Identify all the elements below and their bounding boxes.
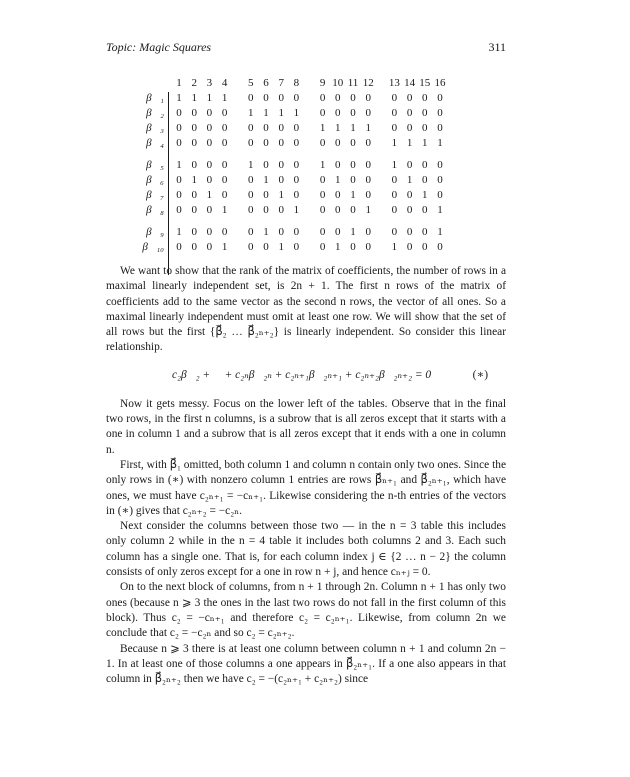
matrix-cell: 0: [422, 107, 428, 119]
paragraph: Because n ⩾ 3 there is at least one column between column n + 1 and column 2n − 1. In at least one of those columns a one appears in β⃗₂ₙ₊₁. If a one also appears in that column in β⃗₂ₙ₊₂ then we have c₂ = −(c₂ₙ₊₁ + c₂ₙ₊₂) since: [106, 642, 506, 686]
column-header: 6: [263, 77, 269, 89]
matrix-cell: 1: [248, 107, 254, 119]
page-number: 311: [488, 40, 506, 54]
matrix-cell: 0: [391, 174, 398, 186]
matrix-cell: 0: [319, 226, 326, 238]
column-header: 4: [221, 77, 228, 89]
matrix-cell: 1: [278, 107, 284, 119]
matrix-cell: 0: [319, 107, 326, 119]
matrix-cell: 0: [365, 159, 371, 171]
matrix-cell: 1: [335, 122, 341, 134]
matrix-cell: 0: [437, 189, 443, 201]
matrix-cell: 1: [206, 92, 213, 104]
matrix-cell: 0: [263, 92, 269, 104]
matrix-cell: 1: [206, 189, 213, 201]
matrix-cell: 0: [422, 241, 428, 253]
matrix-cell: 0: [350, 107, 356, 119]
matrix-cell: 0: [278, 122, 284, 134]
column-header: 1: [176, 77, 182, 89]
matrix-cell: 0: [176, 122, 182, 134]
matrix-cell: 1: [350, 226, 356, 238]
matrix-cell: 0: [406, 226, 413, 238]
matrix-divider: [168, 92, 169, 275]
matrix-cell: 1: [406, 137, 413, 149]
matrix-cell: 1: [406, 174, 413, 186]
matrix-cell: 0: [350, 204, 356, 216]
matrix-cell: 0: [176, 107, 182, 119]
matrix-cell: 1: [391, 137, 398, 149]
matrix-cell: 1: [176, 226, 182, 238]
matrix-cell: 0: [191, 189, 197, 201]
matrix-cell: 0: [406, 159, 413, 171]
paragraph: On to the next block of columns, from n + 1 through 2n. Column n + 1 has only two ones (because n ⩾ 3 the ones in the last two rows do not fall in the first column of this block). Thus c₂ = −cₙ₊₁ and therefore c₂ = c₂ₙ₊₁. Likewise, from column 2n we conclude that c₂ = −c₂ₙ and so c₂ = c₂ₙ₊₂.: [106, 581, 506, 640]
matrix-cell: 0: [422, 226, 428, 238]
column-header: 13: [388, 77, 400, 89]
column-header: 12: [362, 77, 374, 89]
equation: c₂β⃗₂ + ⋯ + c₂ₙβ⃗₂ₙ + c₂ₙ₊₁β⃗₂ₙ₊₁ + c₂ₙ₊₂β⃗₂ₙ₊₂ = 0⃗: [172, 368, 440, 381]
matrix-cell: 0: [406, 241, 413, 253]
matrix-cell: 1: [319, 159, 326, 171]
matrix-cell: 0: [319, 137, 326, 149]
matrix-cell: 0: [365, 107, 371, 119]
matrix-cell: 1: [263, 226, 269, 238]
matrix-cell: 0: [391, 92, 398, 104]
matrix-cell: 0: [391, 204, 398, 216]
matrix-cell: 0: [293, 189, 300, 201]
equation-tag: (∗): [472, 368, 488, 381]
matrix-cell: 1: [248, 159, 254, 171]
matrix-cell: 1: [263, 107, 269, 119]
matrix-cell: 0: [263, 159, 269, 171]
matrix-cell: 0: [335, 137, 341, 149]
matrix-cell: 0: [248, 137, 254, 149]
matrix-cell: 1: [221, 204, 228, 216]
matrix-cell: 0: [335, 92, 341, 104]
matrix-cell: 1: [176, 159, 182, 171]
column-header: 7: [278, 77, 284, 89]
matrix-cell: 0: [206, 107, 213, 119]
column-header: 11: [347, 77, 359, 89]
matrix-cell: 0: [437, 174, 443, 186]
matrix-cell: 0: [221, 189, 228, 201]
matrix-cell: 0: [422, 174, 428, 186]
matrix-cell: 0: [206, 174, 213, 186]
paragraph: We want to show that the rank of the matrix of coefficients, the number of rows in a maximal linearly independent set, is 2n + 1. The first n rows of the matrix of coefficients add to the same vector as the second n rows, the vector of all ones. So a maximal linearly independent must omit at least one row. We will show that the set of all rows but the first {β⃗₂ … β⃗₂ₙ₊₂} is linearly independent. So consider this linear relationship.: [106, 265, 506, 354]
matrix-cell: 0: [248, 92, 254, 104]
matrix-cell: 1: [350, 122, 356, 134]
matrix-cell: 1: [263, 174, 269, 186]
matrix-cell: 0: [293, 92, 300, 104]
matrix-cell: 0: [206, 226, 213, 238]
matrix-cell: 0: [263, 189, 269, 201]
matrix-cell: 0: [278, 137, 284, 149]
matrix-cell: 1: [365, 122, 371, 134]
matrix-cell: 0: [221, 226, 228, 238]
matrix-cell: 0: [350, 159, 356, 171]
paragraph: First, with β⃗₁ omitted, both column 1 and column n contain only two ones. Since the only rows in (∗) with nonzero column 1 entries are rows β⃗ₙ₊₁ and β⃗₂ₙ₊₁, which have ones, we must have c₂ₙ₊₁ = −cₙ₊₁. Likewise considering the n-th entries of the vectors in (∗) gives that c₂ₙ₊₂ = −c₂ₙ.: [106, 458, 506, 517]
matrix-cell: 0: [319, 189, 326, 201]
column-header: 14: [404, 77, 416, 89]
matrix-cell: 0: [191, 122, 197, 134]
matrix-cell: 0: [176, 174, 182, 186]
matrix-cell: 0: [437, 241, 443, 253]
matrix-cell: 0: [319, 204, 326, 216]
matrix-cell: 0: [248, 226, 254, 238]
matrix-cell: 0: [278, 92, 284, 104]
column-header: 15: [419, 77, 431, 89]
matrix-cell: 0: [319, 174, 326, 186]
row-label: β⃗₂: [146, 107, 164, 119]
matrix-cell: 0: [278, 204, 284, 216]
matrix-cell: 0: [319, 92, 326, 104]
matrix-cell: 1: [293, 107, 300, 119]
matrix-cell: 0: [221, 107, 228, 119]
matrix-cell: 0: [335, 159, 341, 171]
matrix-cell: 0: [191, 137, 197, 149]
matrix-cell: 1: [191, 174, 197, 186]
matrix-cell: 0: [335, 107, 341, 119]
column-header: 8: [293, 77, 300, 89]
running-head: Topic: Magic Squares: [106, 40, 212, 54]
matrix-cell: 1: [437, 204, 443, 216]
matrix-cell: 0: [335, 226, 341, 238]
matrix-cell: 1: [335, 241, 341, 253]
matrix-cell: 0: [191, 159, 197, 171]
row-label: β⃗₆: [146, 174, 164, 186]
matrix-cell: 0: [263, 241, 269, 253]
matrix-cell: 1: [437, 137, 443, 149]
column-header: 16: [434, 77, 446, 89]
matrix-cell: 0: [206, 159, 213, 171]
matrix-cell: 0: [335, 204, 341, 216]
matrix-cell: 0: [206, 241, 213, 253]
matrix-cell: 0: [293, 226, 300, 238]
matrix-cell: 0: [293, 122, 300, 134]
column-header: 10: [332, 77, 344, 89]
matrix-cell: 0: [278, 159, 284, 171]
matrix-cell: 0: [350, 92, 356, 104]
matrix-cell: 1: [422, 189, 428, 201]
matrix-cell: 0: [350, 174, 356, 186]
column-header: 9: [319, 77, 326, 89]
matrix-cell: 0: [191, 241, 197, 253]
matrix-cell: 0: [335, 189, 341, 201]
matrix-cell: 1: [176, 92, 182, 104]
matrix-cell: 1: [319, 122, 326, 134]
matrix-cell: 0: [278, 226, 284, 238]
matrix-cell: 0: [221, 159, 228, 171]
matrix-cell: 0: [422, 92, 428, 104]
matrix-cell: 0: [176, 204, 182, 216]
matrix-cell: 0: [391, 189, 398, 201]
matrix-cell: 0: [176, 241, 182, 253]
matrix-cell: 0: [221, 122, 228, 134]
matrix-cell: 0: [248, 241, 254, 253]
matrix-cell: 0: [406, 189, 413, 201]
matrix-cell: 1: [437, 226, 443, 238]
matrix-cell: 0: [278, 174, 284, 186]
matrix-cell: 0: [191, 226, 197, 238]
matrix-cell: 0: [365, 174, 371, 186]
matrix-cell: 0: [248, 174, 254, 186]
matrix-cell: 0: [406, 204, 413, 216]
column-header: 5: [248, 77, 254, 89]
row-label: β⃗₃: [146, 122, 164, 134]
matrix-cell: 0: [391, 226, 398, 238]
matrix-cell: 0: [176, 137, 182, 149]
matrix-cell: 0: [221, 174, 228, 186]
matrix-cell: 0: [406, 107, 413, 119]
matrix-cell: 0: [319, 241, 326, 253]
matrix-cell: 0: [391, 107, 398, 119]
matrix-cell: 1: [391, 159, 398, 171]
row-label: β⃗₉: [146, 226, 164, 238]
matrix-cell: 1: [278, 189, 284, 201]
matrix-cell: 0: [293, 137, 300, 149]
matrix-cell: 0: [350, 241, 356, 253]
matrix-cell: 0: [263, 204, 269, 216]
matrix-cell: 0: [437, 122, 443, 134]
column-header: 3: [206, 77, 213, 89]
matrix-cell: 0: [206, 204, 213, 216]
matrix-cell: 0: [365, 241, 371, 253]
matrix-cell: 0: [221, 137, 228, 149]
matrix-cell: 1: [221, 92, 228, 104]
matrix-cell: 0: [365, 92, 371, 104]
matrix-cell: 0: [422, 159, 428, 171]
matrix-cell: 0: [365, 189, 371, 201]
matrix-cell: 0: [263, 137, 269, 149]
matrix-cell: 0: [248, 204, 254, 216]
matrix-cell: 1: [335, 174, 341, 186]
matrix-cell: 0: [191, 107, 197, 119]
matrix-cell: 0: [422, 122, 428, 134]
row-label: β⃗₈: [146, 204, 164, 216]
matrix-cell: 1: [422, 137, 428, 149]
matrix-cell: 0: [437, 159, 443, 171]
matrix-cell: 0: [191, 204, 197, 216]
matrix-cell: 0: [350, 137, 356, 149]
row-label: β⃗₁₀: [142, 241, 164, 253]
display-equation: [106, 359, 506, 394]
matrix-cell: 0: [293, 174, 300, 186]
matrix-cell: 1: [293, 204, 300, 216]
matrix-cell: 0: [176, 189, 182, 201]
matrix-cell: 0: [391, 122, 398, 134]
matrix-cell: 0: [406, 92, 413, 104]
matrix-cell: 1: [191, 92, 197, 104]
matrix-cell: 0: [293, 159, 300, 171]
matrix-cell: 1: [391, 241, 398, 253]
matrix-cell: 0: [437, 92, 443, 104]
paragraph: Next consider the columns between those two — in the n = 3 table this includes only column 2 while in the n = 4 table it includes both columns 2 and 3. Each such column has a single one. That is, for each column index j ∈ {2 … n − 2} the column consists of only zeros except for a one in row n + j, and hence cₙ₊ⱼ = 0.: [106, 520, 506, 579]
matrix-cell: 0: [248, 189, 254, 201]
matrix-cell: 0: [293, 241, 300, 253]
matrix-cell: 0: [365, 137, 371, 149]
row-label: β⃗₅: [146, 159, 164, 171]
matrix-cell: 0: [206, 122, 213, 134]
row-label: β⃗₇: [146, 189, 164, 201]
matrix-cell: 1: [365, 204, 371, 216]
matrix-cell: 1: [221, 241, 228, 253]
matrix-cell: 1: [350, 189, 356, 201]
body-text: [106, 264, 506, 687]
column-header: 2: [191, 77, 197, 89]
matrix-cell: 0: [263, 122, 269, 134]
matrix-cell: 0: [437, 107, 443, 119]
paragraph: Now it gets messy. Focus on the lower left of the tables. Observe that in the final two rows, in the first n columns, is a subrow that is all zeros except that it starts with a one in column 1 and a subrow that is all zeros except that it ends with a one in column n.: [106, 397, 506, 456]
matrix-cell: 0: [248, 122, 254, 134]
matrix-cell: 0: [422, 204, 428, 216]
matrix-cell: 1: [278, 241, 284, 253]
matrix-cell: 0: [406, 122, 413, 134]
row-label: β⃗₁: [146, 92, 164, 104]
matrix-cell: 0: [206, 137, 213, 149]
matrix-cell: 0: [365, 226, 371, 238]
row-label: β⃗₄: [146, 137, 164, 149]
